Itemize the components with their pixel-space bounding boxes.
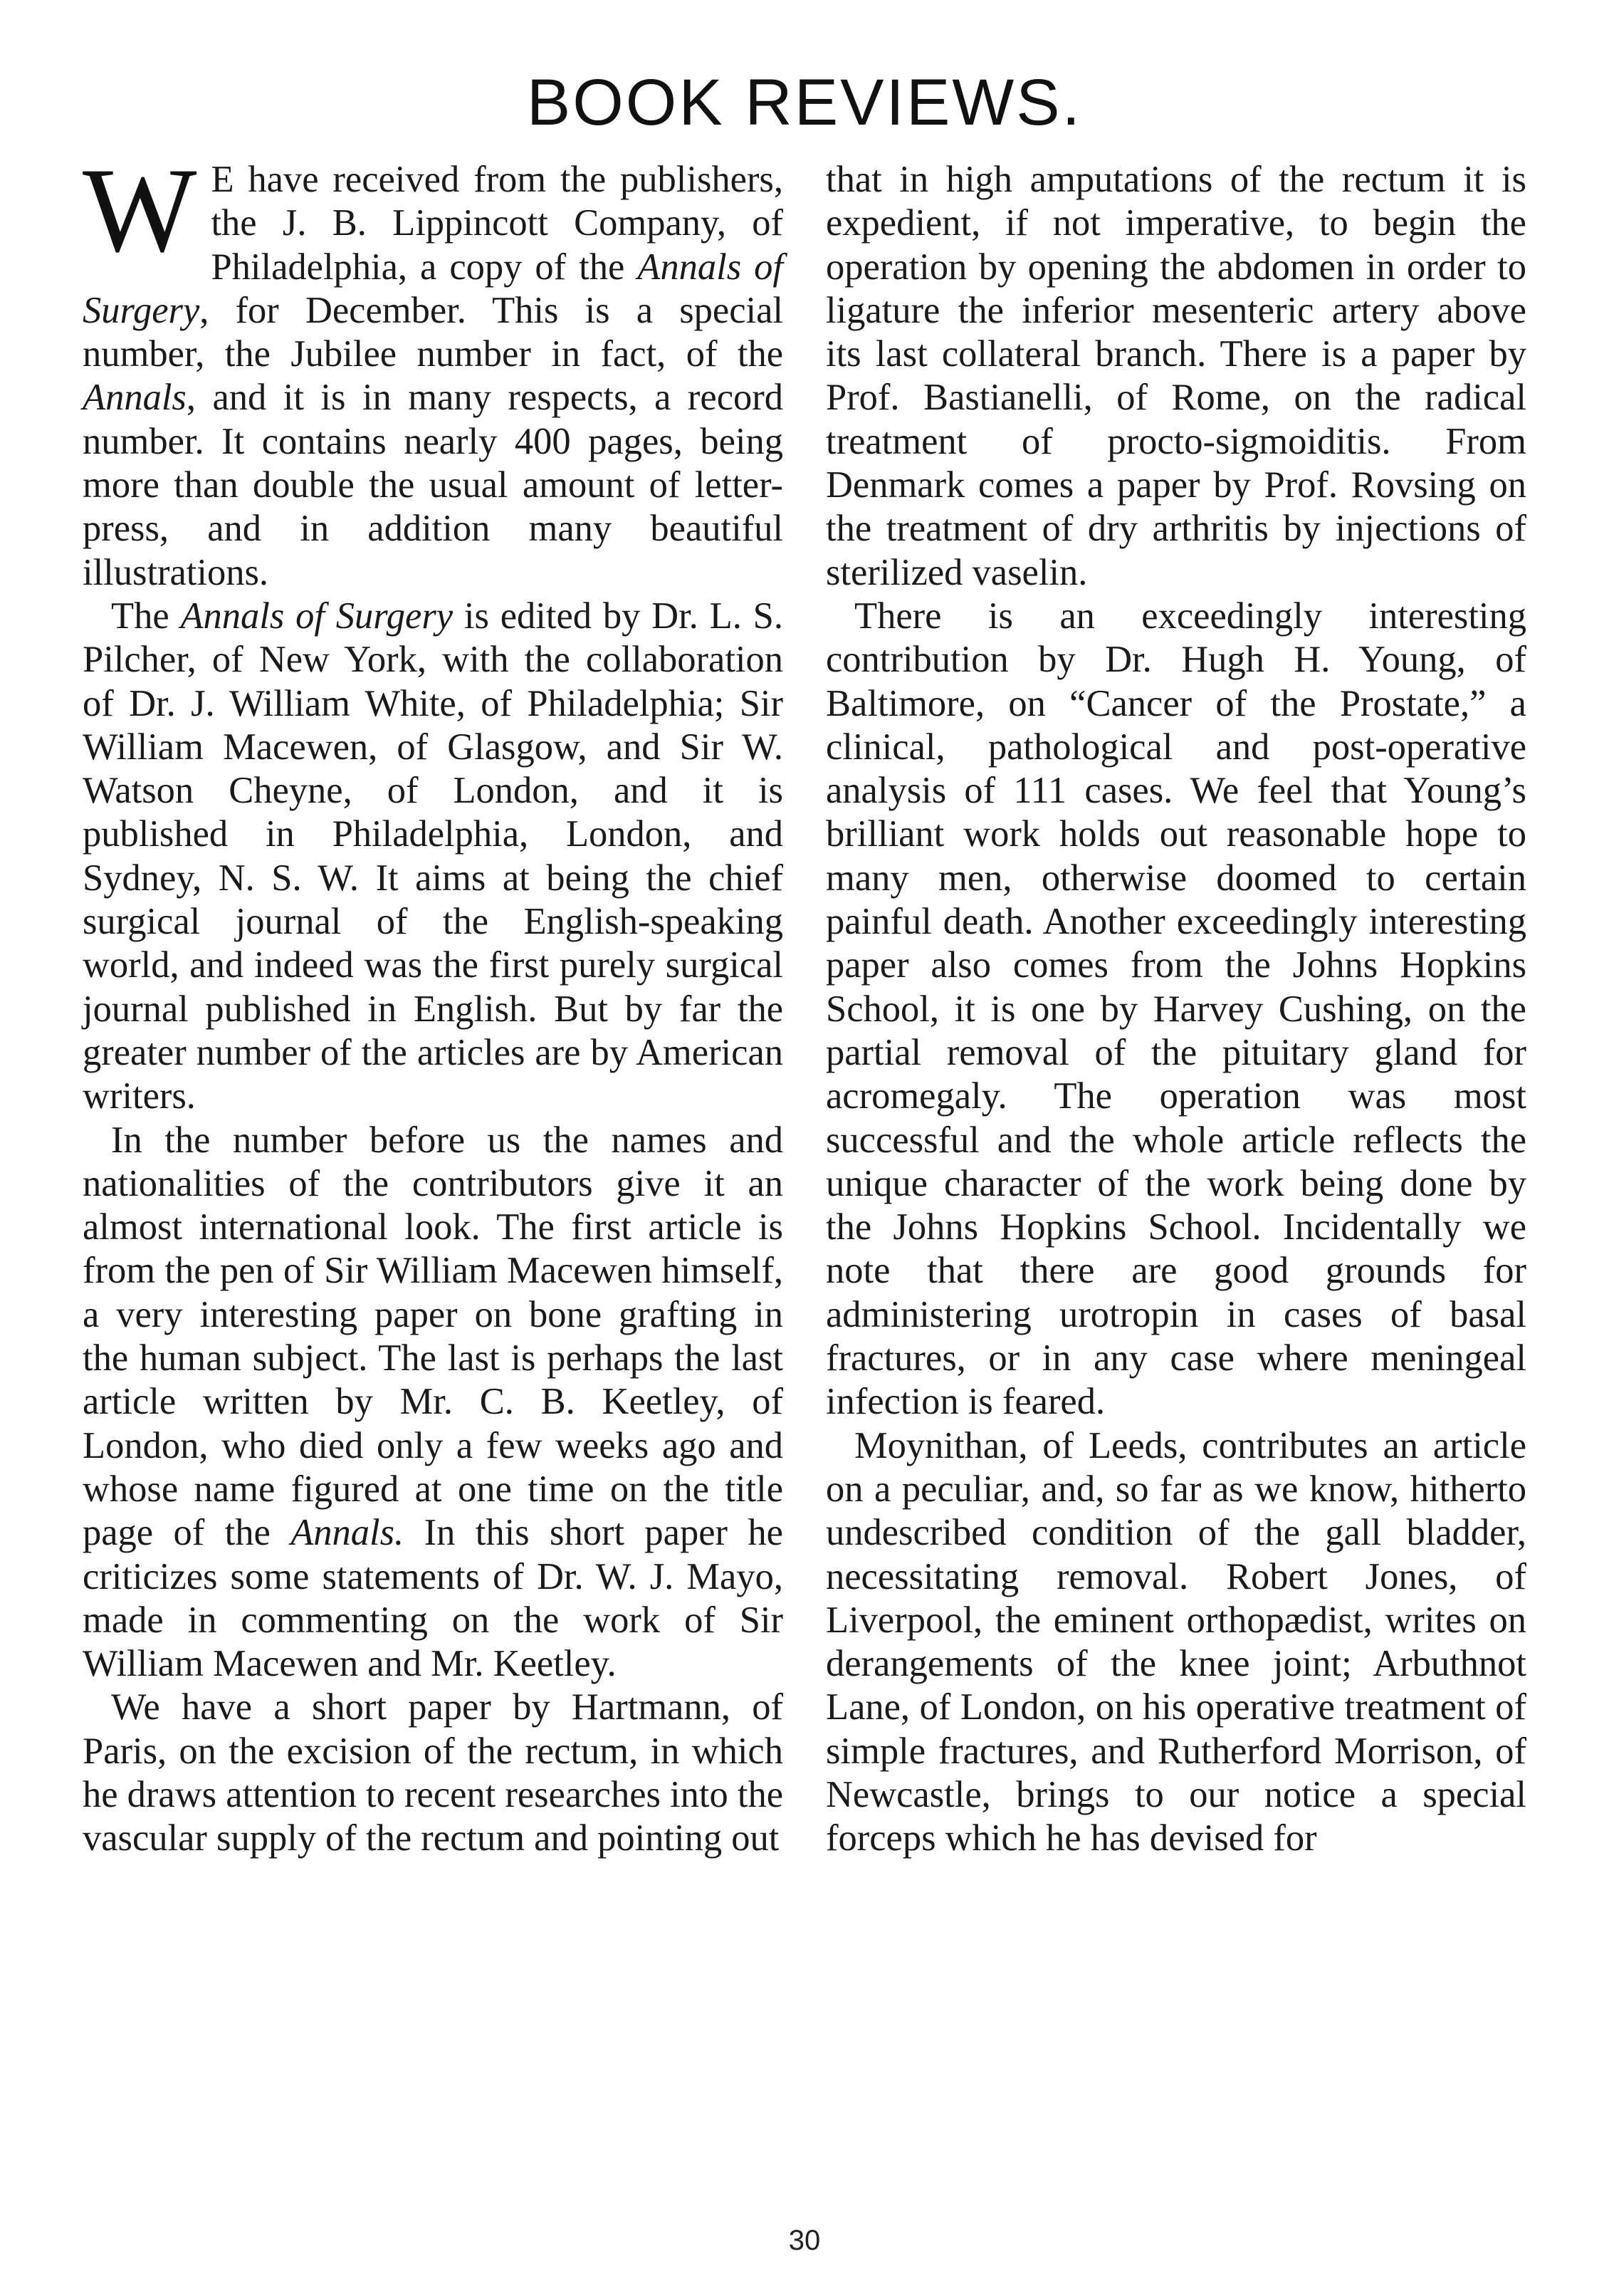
left-column: [83, 143, 783, 1861]
text-run: E have received from the publishers, the J. B. Lippincott Company, of Philadelphia, a copy of the: [211, 159, 783, 288]
text-run: , for December. This is a special number, the Jubilee number in fact, of the: [83, 289, 783, 375]
page-number: 30: [788, 2225, 821, 2256]
paragraph: We have a short paper by Hartmann, of Paris, on the excision of the rectum, in which he draws attention to recent researches into the vascular supply of the rectum and pointing out: [83, 1686, 783, 1859]
paragraph: [83, 595, 783, 1119]
paragraph: that in high amputations of the rectum it is expedient, if not imperative, to begin the operation by opening the abdomen in order to ligature the inferior mesenteric artery above its last collateral branch. There is a paper by Prof. Bastianelli, of Rome, on the radical treatment of procto-sigmoiditis. From Denmark comes a paper by Prof. Rovsing on the treatment of dry arthritis by injections of sterilized vaselin.: [826, 159, 1526, 593]
text-run: The: [111, 595, 181, 637]
page-title: BOOK REVIEWS.: [526, 66, 1083, 139]
paragraph: [83, 143, 783, 595]
italic-title: Annals: [83, 377, 187, 419]
italic-title: Annals of Surgery: [83, 246, 783, 331]
text-run: , and it is in many respects, a record number. It contains nearly 400 pages, being more than double the usual amount of letter-press, and in addition many beautiful illustrations.: [83, 377, 783, 593]
drop-cap: W: [83, 143, 197, 277]
paragraph: There is an exceedingly interesting contribution by Dr. Hugh H. Young, of Baltimore, on “Cancer of the Prostate,” a clinical, pathological and post-operative analysis of 111 cases. We feel that Young’s brilliant work holds out reasonable hope to many men, otherwise doomed to certain painful death. Another exceedingly interesting paper also comes from the Johns Hopkins School, it is one by Harvey Cushing, on the partial removal of the pituitary gland for acromegaly. The operation was most successful and the whole article reflects the unique character of the work being done by the Johns Hopkins School. Incidentally we note that there are good grounds for administering urotropin in cases of basal fractures, or in any case where meningeal infection is feared.: [826, 595, 1526, 1423]
italic-title: Annals of Surgery: [180, 595, 454, 637]
paragraph: Moynithan, of Leeds, contributes an article on a peculiar, and, so far as we know, hitherto undescribed condition of the gall bladder, necessitating removal. Robert Jones, of Liverpool, the eminent orthopædist, writes on derangements of the knee joint; Arbuthnot Lane, of London, on his operative treatment of simple fractures, and Rutherford Morrison, of Newcastle, brings to our notice a special forceps which he has devised for: [826, 1424, 1526, 1859]
text-run: In the number before us the names and nationalities of the contributors give it an almost international look. The first article is from the pen of Sir William Macewen himself, a very interesting paper on bone grafting in the human subject. The last is perhaps the last article written by Mr. C. B. Keetley, of London, who died only a few weeks ago and whose name figured at one time on the title page of the: [83, 1119, 783, 1554]
italic-title: Annals.: [290, 1512, 404, 1554]
right-column: [826, 158, 1526, 1861]
text-run: is edited by Dr. L. S. Pilcher, of New York, with the collaboration of Dr. J. William White, of Philadelphia; Sir William Macewen, of Glasgow, and Sir W. Watson Cheyne, of London, and it is published in Philadelphia, London, and Sydney, N. S. W. It aims at being the chief surgical journal of the English-speaking world, and indeed was the first purely surgical journal published in English. But by far the greater number of the articles are by American writers.: [83, 595, 783, 1117]
text-run: In this short paper he criticizes some statements of Dr. W. J. Mayo, made in commenting on the work of Sir William Macewen and Mr. Keetley.: [83, 1512, 783, 1685]
paragraph: [83, 1119, 783, 1686]
